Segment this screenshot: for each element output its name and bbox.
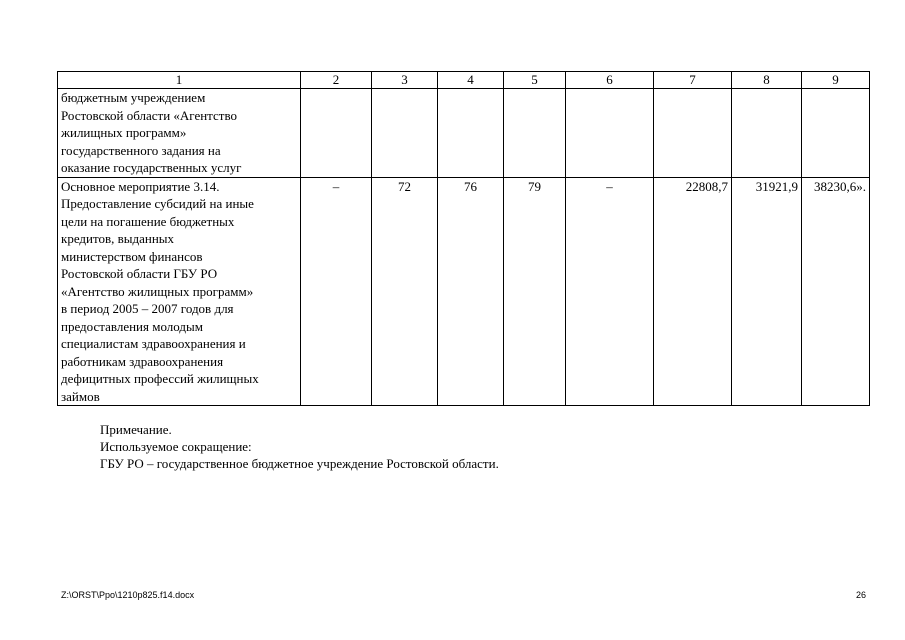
row-description: Основное мероприятие 3.14. Предоставление субсидий на иные цели на погашение бюджетных кредитов, выданных министерством финансов Ростовской области ГБУ РО «Агентство жилищных программ» в период 2005 – 2007 годов для предоставления молодым специалистам здравоохранения и работникам здравоохранения дефицитных профессий жилищных займов: [58, 177, 301, 406]
header-cell: 2: [301, 72, 372, 89]
budget-table: [57, 71, 870, 406]
table-cell: [372, 89, 438, 178]
header-cell: 9: [802, 72, 870, 89]
header-cell: 6: [566, 72, 654, 89]
table-row: [58, 89, 870, 178]
table-cell: [802, 89, 870, 178]
header-cell: 4: [438, 72, 504, 89]
header-cell: 1: [58, 72, 301, 89]
note-title: Примечание.: [100, 422, 172, 437]
table-cell: [438, 89, 504, 178]
table-cell: [566, 89, 654, 178]
table-cell: 22808,7: [654, 177, 732, 406]
footer-file-path: Z:\ORST\Ppo\1210p825.f14.docx: [61, 590, 195, 600]
table-cell: [654, 89, 732, 178]
table-cell: 31921,9: [732, 177, 802, 406]
table-cell: –: [301, 177, 372, 406]
header-cell: 5: [504, 72, 566, 89]
note-block: [100, 421, 499, 472]
row-description: бюджетным учреждением Ростовской области «Агентство жилищных программ» государственного задания на оказание государственных услуг: [58, 89, 301, 178]
table-row: [58, 177, 870, 406]
note-text: ГБУ РО – государственное бюджетное учреждение Ростовской области.: [100, 456, 499, 471]
table-cell: 38230,6».: [802, 177, 870, 406]
table-cell: [504, 89, 566, 178]
table-cell: [301, 89, 372, 178]
note-subtitle: Используемое сокращение:: [100, 439, 252, 454]
page-number: 26: [856, 590, 867, 600]
table-cell: [732, 89, 802, 178]
table-cell: 79: [504, 177, 566, 406]
header-cell: 3: [372, 72, 438, 89]
table-cell: 72: [372, 177, 438, 406]
header-cell: 8: [732, 72, 802, 89]
header-cell: 7: [654, 72, 732, 89]
table-cell: –: [566, 177, 654, 406]
header-row: [58, 72, 870, 89]
table-cell: 76: [438, 177, 504, 406]
